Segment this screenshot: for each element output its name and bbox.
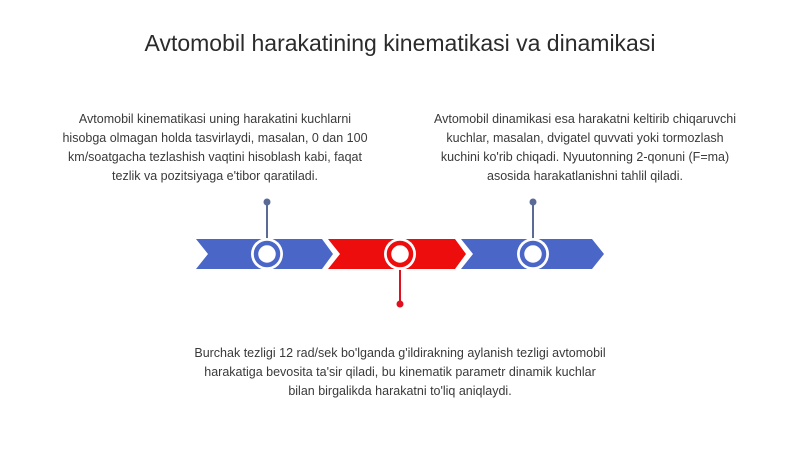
text-line: harakatiga bevosita ta'sir qiladi, bu kinematik parametr dinamik kuchlar <box>204 365 596 379</box>
text-line: kuchini ko'rib chiqadi. Nyuutonning 2-qonuni (F=ma) <box>440 150 730 164</box>
text-line: asosida harakatlanishni tahlil qiladi. <box>487 169 683 183</box>
text-line: km/soatgacha tezlashish vaqtini hisoblash kabi, faqat <box>68 150 362 164</box>
text-line: Burchak tezligi 12 rad/sek bo'lganda g'ildirakning aylanish tezligi avtomobil <box>194 346 606 360</box>
text-line: bilan birgalikda harakatni to'liq aniqlaydi. <box>288 384 512 398</box>
slide-title: Avtomobil harakatining kinematikasi va dinamikasi <box>144 30 656 56</box>
text-line: hisobga olmagan holda tasvirlaydi, masalan, 0 dan 100 <box>62 131 368 145</box>
pin-dot-left <box>264 199 271 206</box>
ring-marker-left-inner <box>256 243 278 265</box>
text-line: kuchlar, masalan, dvigatel quvvati yoki tormozlash <box>446 131 724 145</box>
pin-dot-center <box>397 301 404 308</box>
text-line: Avtomobil dinamikasi esa harakatni keltirib chiqaruvchi <box>434 112 736 126</box>
text-line: tezlik va pozitsiyaga e'tibor qaratiladi. <box>112 169 318 183</box>
ring-marker-right-inner <box>522 243 544 265</box>
ring-marker-center-inner <box>389 243 411 265</box>
pin-dot-right <box>530 199 537 206</box>
text-line: Avtomobil kinematikasi uning harakatini kuchlarni <box>78 112 352 126</box>
